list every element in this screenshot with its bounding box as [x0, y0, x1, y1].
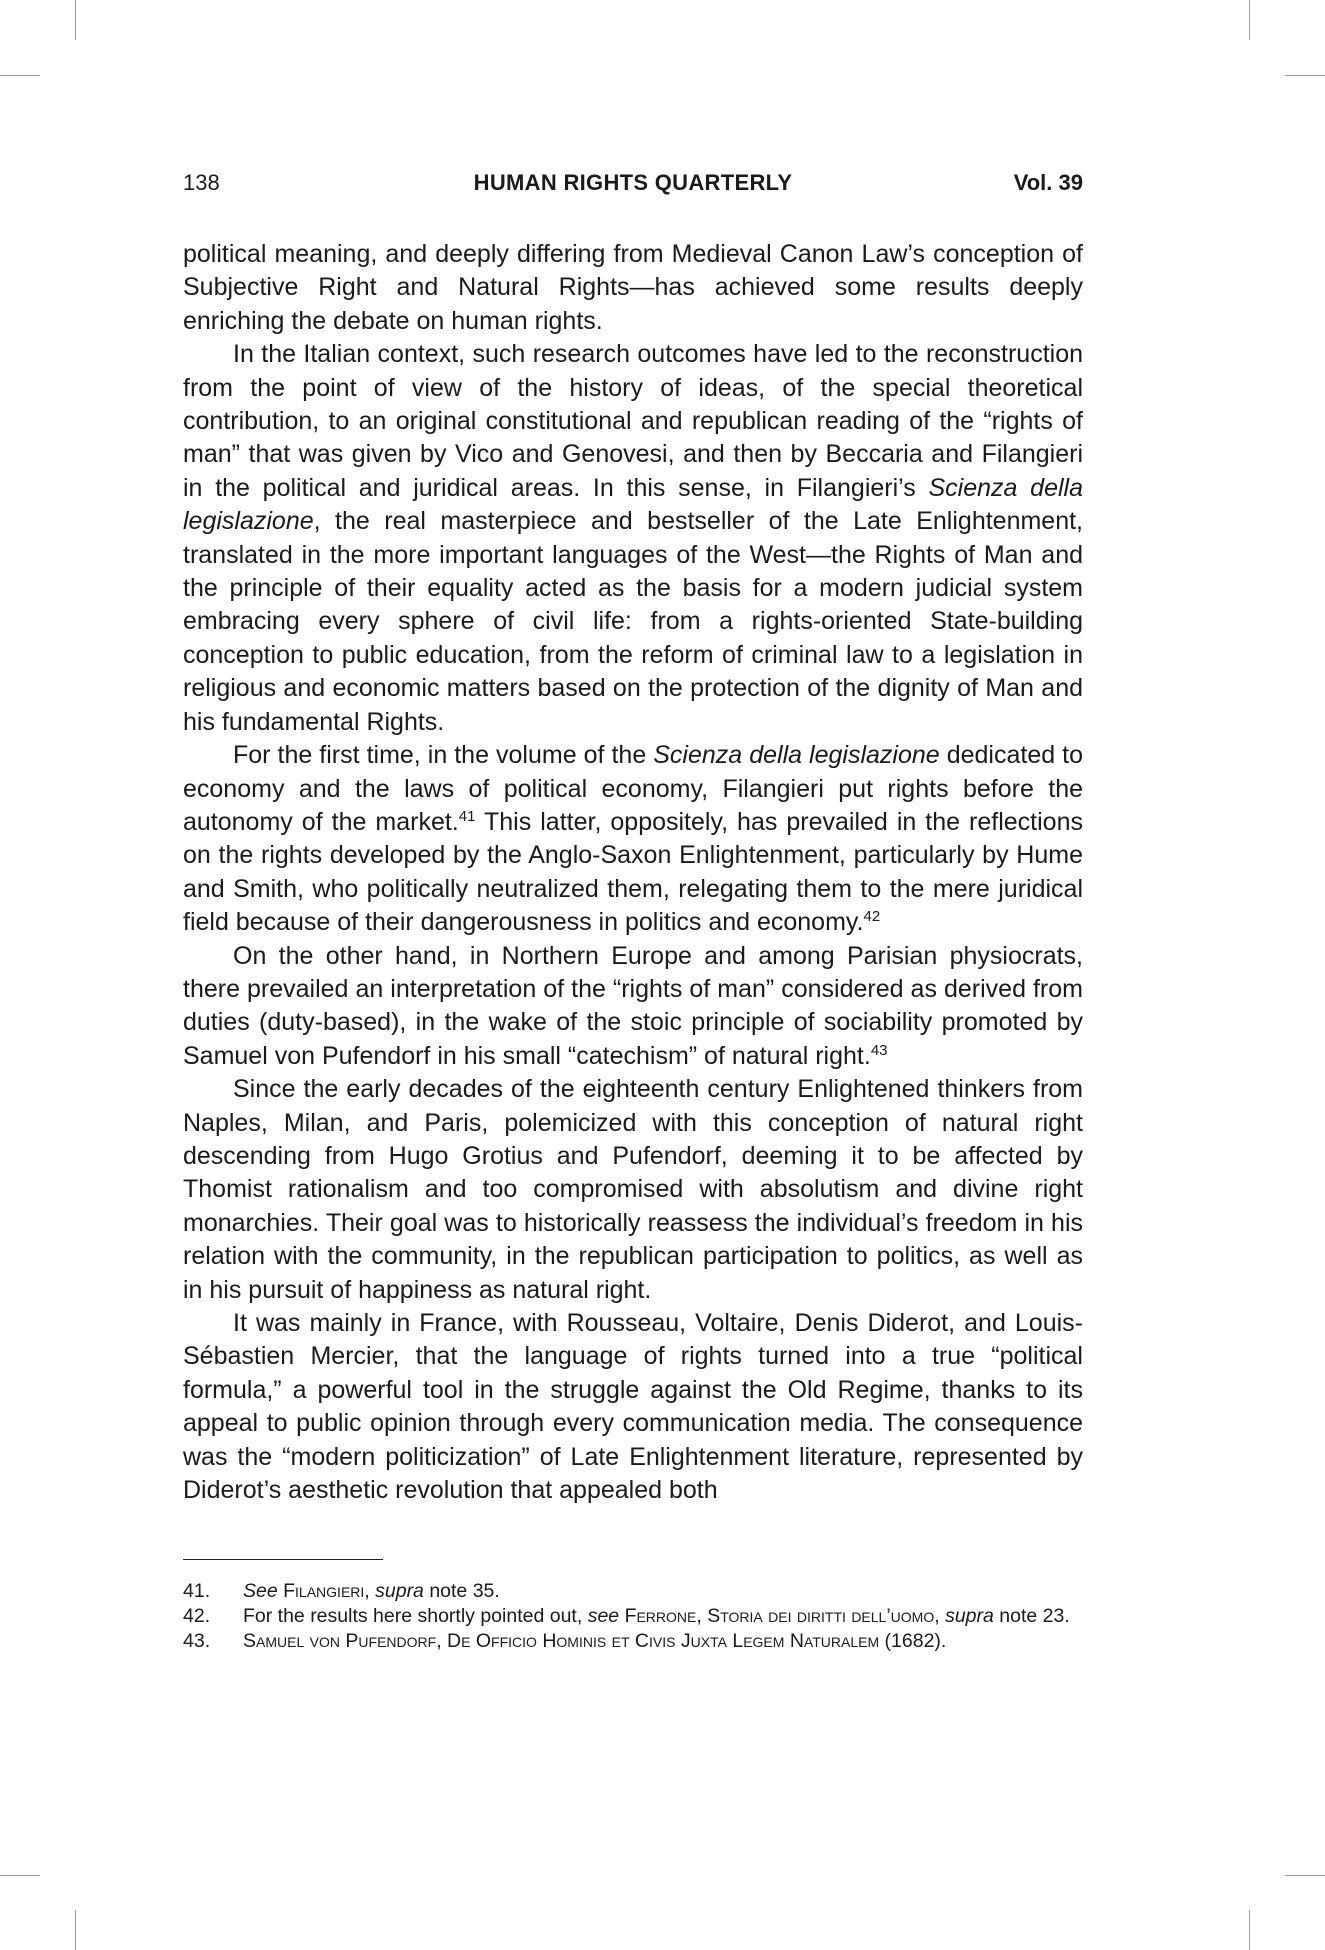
- paragraph: [183, 940, 1083, 1074]
- footnote: [183, 1630, 1083, 1653]
- signal-word: see: [587, 1605, 620, 1627]
- volume-label: Vol. 39: [1013, 170, 1083, 195]
- paragraph-text: political meaning, and deeply differing from Medieval Canon Law’s conception of Subjective Right and Natural Rights—has achieved some results deeply enriching the debate on human rights.: [183, 240, 1083, 335]
- paragraph-text: Since the early decades of the eighteenth century Enlightened thinkers from Naples, Milan, and Paris, polemicized with this conception of natural right descending from Hugo Grotius and Pufendorf, deeming it to be affected by Thomist rationalism and too compromised with absolutism and divine right monarchies. Their goal was to historically reassess the individual’s freedom in his relation with the community, in the republican participation to politics, as well as in his pursuit of happiness as natural right.: [183, 1075, 1083, 1304]
- journal-title: HUMAN RIGHTS QUARTERLY: [473, 170, 793, 195]
- citation-author: Ferrone, Storia dei diritti dell’uomo: [624, 1605, 935, 1627]
- body-text: [183, 238, 1083, 1507]
- footnote-text: (1682).: [879, 1630, 947, 1652]
- paragraph: [183, 739, 1083, 939]
- paragraph: [183, 338, 1083, 739]
- crop-mark: [0, 1875, 40, 1876]
- footnotes: [183, 1580, 1083, 1655]
- paragraph-text: , the real masterpiece and bestseller of the Late Enlightenment, translated in the more important languages of the West—the Rights of Man and the principle of their equality acted as the basis for a modern judicial system embracing every sphere of civil life: from a rights-oriented State-building conception to public education, from the reform of criminal law to a legislation in religious and economic matters based on the protection of the dignity of Man and his fundamental Rights.: [183, 507, 1083, 736]
- separator: ,: [364, 1580, 376, 1602]
- footnote-divider: [183, 1559, 383, 1560]
- footnote-ref[interactable]: 43: [870, 1041, 888, 1059]
- crop-mark: [1285, 75, 1325, 76]
- crop-mark: [75, 1910, 76, 1950]
- paragraph-text: dedicated to economy and the laws of political economy, Filangieri put rights before the autonomy of the market.: [183, 741, 1083, 836]
- paragraph-text: On the other hand, in Northern Europe and among Parisian physiocrats, there prevailed an interpretation of the “rights of man” considered as derived from duties (duty-based), in the wake of the stoic principle of sociability promoted by Samuel von Pufendorf in his small “catechism” of natural right.: [183, 941, 1083, 1070]
- running-header: [183, 170, 1083, 204]
- page-number: 138: [183, 170, 220, 195]
- footnote-text: note 35.: [423, 1580, 500, 1602]
- paragraph-text: In the Italian context, such research outcomes have led to the reconstruction from the point of view of the history of ideas, of the special theoretical contribution, to an original constitutional and republican reading of the “rights of man” that was given by Vico and Genovesi, and then by Beccaria and Filangieri in the political and juridical areas. In this sense, in Filangieri’s: [183, 340, 1083, 502]
- footnote-text: For the results here shortly pointed out,: [243, 1605, 588, 1627]
- paragraph-text: This latter, oppositely, has prevailed in the reflections on the rights developed by the Anglo-Saxon Enlightenment, particularly by Hume and Smith, who politically neutralized them, relegating them to the mere juridical field because of their dangerousness in politics and economy.: [183, 807, 1083, 937]
- separator: ,: [934, 1605, 946, 1627]
- signal-word: supra: [375, 1580, 424, 1602]
- paragraph: [183, 1307, 1083, 1507]
- footnote-ref[interactable]: 42: [863, 908, 881, 926]
- citation-author: Filangieri: [283, 1580, 365, 1602]
- citation-author: Samuel von Pufendorf, De Officio Hominis et Civis Juxta Legem Naturalem: [243, 1630, 880, 1652]
- footnote-number: 43.: [183, 1630, 211, 1652]
- paragraph: [183, 238, 1083, 338]
- crop-mark: [0, 75, 40, 76]
- footnote-text: note 23.: [993, 1605, 1070, 1627]
- paragraph-text: It was mainly in France, with Rousseau, Voltaire, Denis Diderot, and Louis-Sébastien Mercier, that the language of rights turned into a true “political formula,” a powerful tool in the struggle against the Old Regime, thanks to its appeal to public opinion through every communication media. The consequence was the “modern politicization” of Late Enlightenment literature, represented by Diderot’s aesthetic revolution that appealed both: [183, 1309, 1083, 1505]
- paragraph-text: For the first time, in the volume of the: [233, 741, 654, 770]
- signal-word: supra: [945, 1605, 994, 1627]
- paragraph: [183, 1073, 1083, 1307]
- crop-mark: [1249, 0, 1250, 40]
- signal-word: See: [243, 1580, 278, 1602]
- footnote: [183, 1580, 1083, 1603]
- footnote-number: 42.: [183, 1605, 211, 1627]
- footnote-number: 41.: [183, 1580, 211, 1602]
- italic-title: Scienza della legislazione: [183, 473, 1083, 536]
- crop-mark: [1285, 1875, 1325, 1876]
- footnote: [183, 1605, 1083, 1628]
- italic-title: Scienza della legislazione: [653, 741, 940, 770]
- crop-mark: [1249, 1910, 1250, 1950]
- crop-mark: [75, 0, 76, 40]
- footnote-ref[interactable]: 41: [458, 807, 476, 825]
